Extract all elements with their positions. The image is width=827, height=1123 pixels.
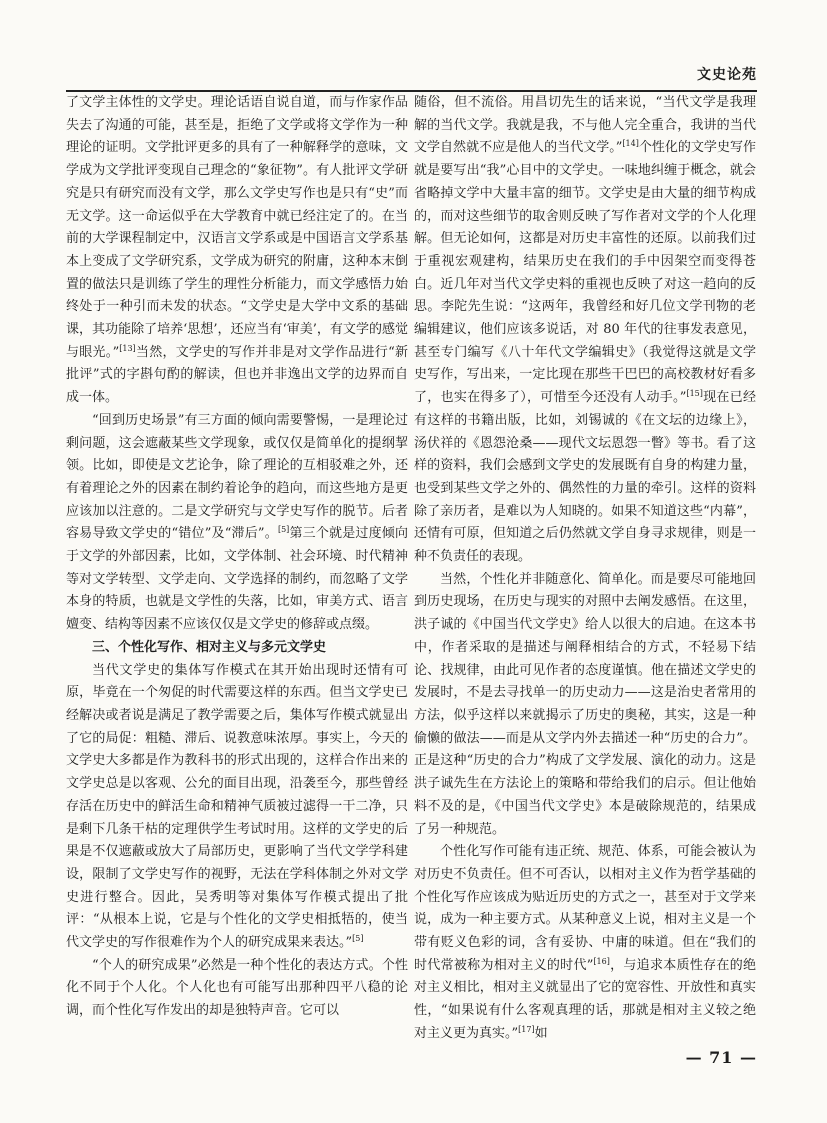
paragraph: 随俗，但不流俗。用昌切先生的话来说，“当代文学是我理解的当代文学。我就是我，不与他人完全重合，我讲的当代文学自然就不应是他人的当代文学。”[14]个性化的文学史写作就是要写出“我”心目中的文学史。一味地纠缠于概念，就会省略掉文学中大量丰富的细节。文学史是由大量的细节构成的，而对这些细节的取舍则反映了写作者对文学的个人化理解。但无论如何，这都是对历史丰富性的还原。以前我们过于重视宏观建构，结果历史在我们的手中因架空而变得苍白。近几年对当代文学史料的重视也反映了对这一趋向的反思。李陀先生说：“这两年，我曾经和好几位文学刊物的老编辑建议，他们应该多说话，对 80 年代的往事发表意见，甚至专门编写《八十年代文学编辑史》（我觉得这就是文学史写作，写出来，一定比现在那些干巴巴的高校教材好看多了，也实在得多了），可惜至今还没有人动手。”[15]现在已经有这样的书籍出版，比如，刘锡诚的《在文坛的边缘上》，汤伏祥的《恩怨沧桑——现代文坛恩怨一瞥》等书。看了这样的资料，我们会感到文学史的发展既有自身的构建力量，也受到某些文学之外的、偶然性的力量的牵引。这样的资料除了亲历者，是难以为人知晓的。如果不知道这些“内幕”，还情有可原，但知道之后仍然就文学自身寻求规律，则是一种不负责任的表现。 [414,95,756,565]
paragraph: “个人的研究成果”必然是一种个性化的表达方式。个性化不同于个人化。个人化也有可能写出那种四平八稳的论调，而个性化写作发出的却是独特声音。它可以 [66,957,408,1019]
citation-ref: [16] [593,956,610,966]
section-heading: 三、个性化写作、相对主义与多元文学史 [92,639,327,655]
citation-ref: [5] [277,525,290,535]
citation-ref: [14] [622,139,639,149]
paragraph: 个性化写作可能有违正统、规范、体系，可能会被认为对历史不负责任。但不可否认，以相对主义作为哲学基础的个性化写作应该成为贴近历史的方式之一，甚至对于文学来说，成为一种主要方式。从某种意义上说，相对主义是一个带有贬义色彩的词，含有妥协、中庸的味道。但在“我们的时代常被称为相对主义的时代”[16]，与追求本质性存在的绝对主义相比，相对主义就显出了它的宽容性、开放性和真实性，“如果说有什么客观真理的话，那就是相对主义较之绝对主义更为真实。”[17]如 [414,844,756,1041]
paragraph: 了文学主体性的文学史。理论话语自说自道，而与作家作品失去了沟通的可能，甚至是，拒绝了文学或将文学作为一种理论的证明。文学批评更多的具有了一种解释学的意味，文学成为文学批评变现自己理念的“象征物”。有人批评文学研究是只有研究而没有文学，那么文学史写作也是只有“史”而无文学。这一命运似乎在大学教育中就已经注定了的。在当前的大学课程制定中，汉语言文学系或是中国语言文学系基本上变成了文学研究系，文学成为研究的附庸，这种本末倒置的做法只是训练了学生的理性分析能力，而文学感悟力始终处于一种引而未发的状态。“文学史是大学中文系的基础课，其功能除了培养‘思想’，还应当有‘审美’，有文学的感觉与眼光。”[13]当然，文学史的写作并非是对文学作品进行“新批评”式的字斟句酌的解读，但也并非逸出文学的边界而自成一体。 [66,95,408,406]
left-column [66,92,408,1027]
citation-ref: [17] [518,1024,535,1034]
citation-ref: [5] [352,934,364,944]
paragraph: 当代文学史的集体写作模式在其开始出现时还情有可原，毕竟在一个匆促的时代需要这样的东西。但当文学史已经解决或者说是满足了教学需要之后，集体写作模式就显出了它的局促：粗糙、滞后、说教意味浓厚。事实上，今天的文学史大多都是作为教科书的形式出现的，这样合作出来的文学史总是以客观、公允的面目出现，沿袭至今，那些曾经存活在历史中的鲜活生命和精神气质被过滤得一干二净，只是剩下几条干枯的定理供学生考试时用。这样的文学史的后果是不仅遮蔽或放大了局部历史，更影响了当代文学学科建设，限制了文学史写作的视野，无法在学科体制之外对文学史进行整合。因此，吴秀明等对集体写作模式提出了批评：“从根本上说，它是与个性化的文学史相抵牾的，使当代文学史的写作很难作为个人的研究成果来表达。”[5] [66,662,408,951]
citation-ref: [13] [119,343,136,353]
paragraph: 当然，个性化并非随意化、简单化。而是要尽可能地回到历史现场，在历史与现实的对照中去阐发感悟。在这里，洪子诚的《中国当代文学史》给人以很大的启迪。在这本书中，作者采取的是描述与阐释相结合的方式，不轻易下结论、找规律，由此可见作者的态度谨慎。他在描述文学史的发展时，不是去寻找单一的历史动力——这是治史者常用的方法，似乎这样以来就揭示了历史的奥秘，其实，这是一种偷懒的做法——而是从文学内外去描述一种“历史的合力”。正是这种“历史的合力”构成了文学发展、演化的动力。这是洪子诚先生在方法论上的策略和带给我们的启示。但让他始料不及的是，《中国当代文学史》本是破除规范的，结果成了另一种规范。 [414,571,756,837]
page-footer [686,1048,757,1067]
paragraph: “回到历史场景”有三方面的倾向需要警惕，一是理论过剩问题，这会遮蔽某些文学现象，或仅仅是简单化的提纲挈领。比如，即使是文艺论争，除了理论的互相驳难之外，还有着理论之外的因素在制约着论争的趋向，而这些地方是更应该加以注意的。二是文学研究与文学史写作的脱节。后者容易导致文学史的“错位”及“滞后”。[5]第三个就是过度倾向于文学的外部因素，比如，文学体制、社会环境、时代精神等对文学转型、文学走向、文学选择的制约，而忽略了文学本身的特质，也就是文学性的失落，比如，审美方式、语言嬗变、结构等因素不应该仅仅是文学史的修辞或点缀。 [66,412,408,633]
page-header [66,58,757,92]
citation-ref: [15] [686,389,703,399]
page-number: — 71 — [685,1048,757,1067]
section-title: 文史论苑 [697,67,757,83]
right-column [414,92,756,1041]
